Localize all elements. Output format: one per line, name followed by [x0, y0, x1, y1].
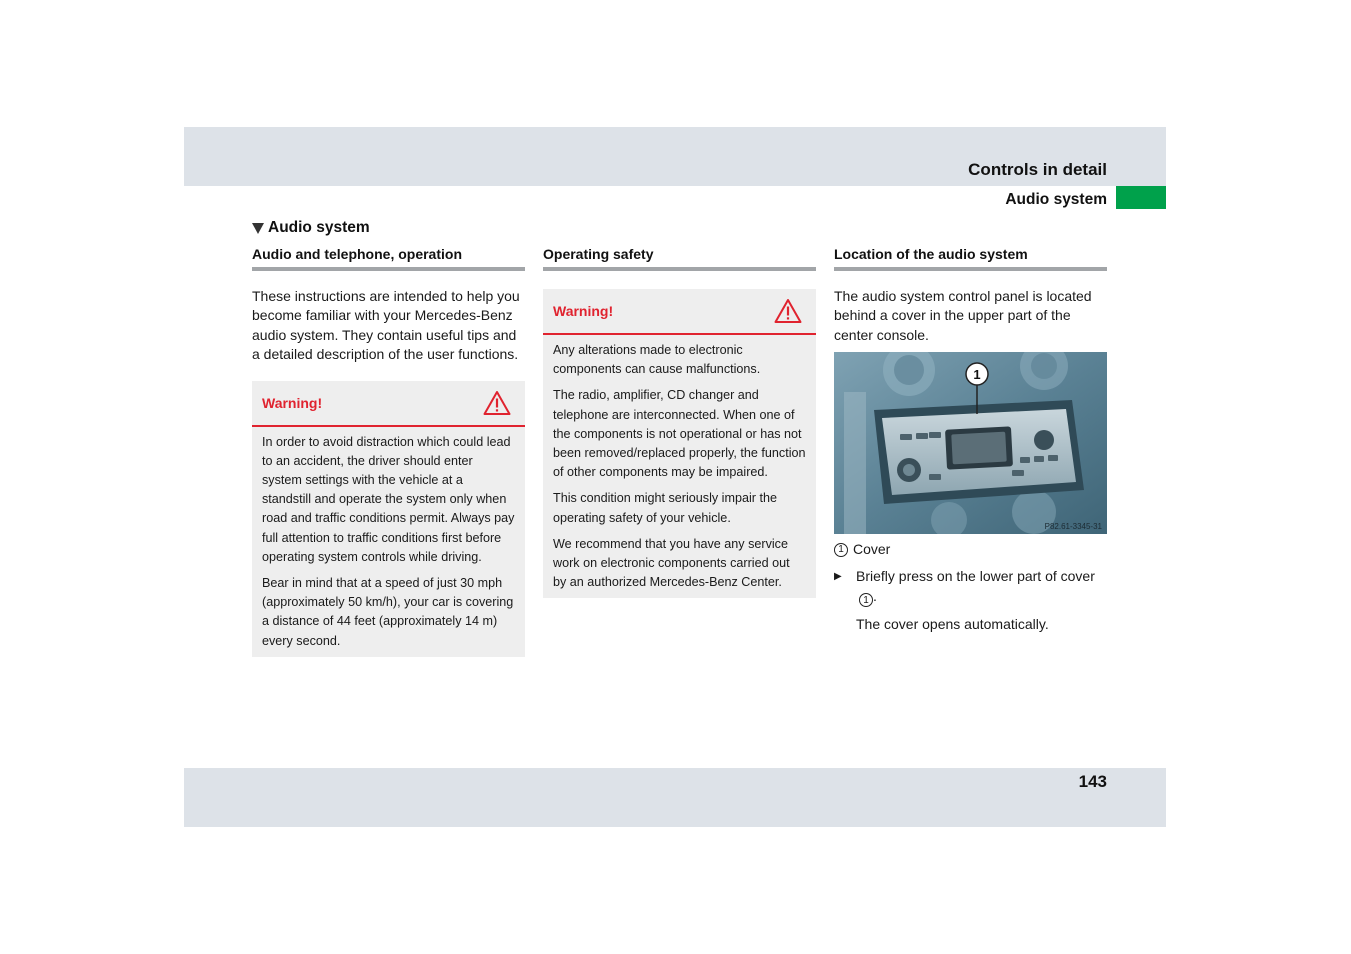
warning-paragraph: We recommend that you have any service work on electronic components carried out by an authorized Mercedes-Benz Center.	[553, 536, 790, 590]
intro-text: These instructions are intended to help you become familiar with your Mercedes-Benz audio system. They contain useful tips and a detailed description of the user functions.	[252, 288, 520, 363]
step-ref-number: 1	[859, 593, 873, 607]
column-heading: Audio and telephone, operation	[252, 246, 525, 271]
warning-paragraph: Any alterations made to electronic components can cause malfunctions.	[553, 343, 761, 377]
legend-label: Cover	[853, 541, 891, 558]
column-heading: Location of the audio system	[834, 246, 1107, 271]
chapter-title: Controls in detail	[968, 160, 1107, 179]
main-heading	[252, 219, 370, 237]
warning-paragraph: This condition might seriously impair the operating safety of your vehicle.	[553, 491, 777, 525]
step-text: Briefly press on the lower part of cover	[856, 568, 1095, 585]
column-location	[834, 246, 1107, 635]
section-tab-marker	[1116, 186, 1166, 209]
step-text-wrap	[856, 567, 1107, 607]
column-operating-safety	[543, 246, 816, 598]
warning-paragraph: In order to avoid distraction which could lead to an accident, the driver should enter system settings with the vehicle at a standstill and operate the system only when road and traffic conditions permit. Always pay full attention to traffic conditions first before operating system controls while driving.	[262, 434, 515, 564]
warning-box	[252, 381, 525, 657]
intro-text: The audio system control panel is located behind a cover in the upper part of the center console.	[834, 288, 1092, 343]
triangle-down-icon	[252, 223, 264, 234]
warning-paragraph: The radio, amplifier, CD changer and telephone are interconnected. When one of the components is not operational or has not been removed/replaced properly, the function of other components may be impaired.	[553, 388, 806, 480]
footer-band	[184, 768, 1166, 827]
warning-label: Warning!	[262, 394, 323, 411]
section-title: Audio system	[1005, 191, 1107, 208]
step-arrow-icon: ▶	[834, 571, 842, 583]
column-audio-telephone	[252, 246, 525, 657]
center-console-illustration	[834, 352, 1107, 534]
step-suffix: .	[873, 587, 877, 604]
audio-system-photo	[834, 352, 1107, 534]
legend-number: 1	[834, 543, 848, 557]
warning-triangle-icon	[483, 390, 511, 416]
legend-item	[834, 540, 1107, 559]
step-result: The cover opens automatically.	[856, 616, 1049, 633]
warning-label: Warning!	[553, 303, 614, 319]
warning-body	[543, 335, 816, 598]
page-number: 143	[1078, 772, 1107, 791]
callout-number: 1	[973, 367, 981, 383]
warning-box	[543, 289, 816, 598]
warning-header	[543, 289, 816, 335]
warning-header	[252, 381, 525, 427]
image-code: P82.61-3345-31	[1044, 522, 1102, 532]
warning-body	[252, 427, 525, 657]
warning-paragraph: Bear in mind that at a speed of just 30 mph (approximately 50 km/h), your car is covering a distance of 44 feet (approximately 14 m) every second.	[262, 576, 514, 648]
column-heading: Operating safety	[543, 246, 816, 271]
main-heading-text: Audio system	[268, 219, 370, 236]
instruction-step	[834, 567, 1107, 607]
warning-triangle-icon	[774, 298, 802, 324]
